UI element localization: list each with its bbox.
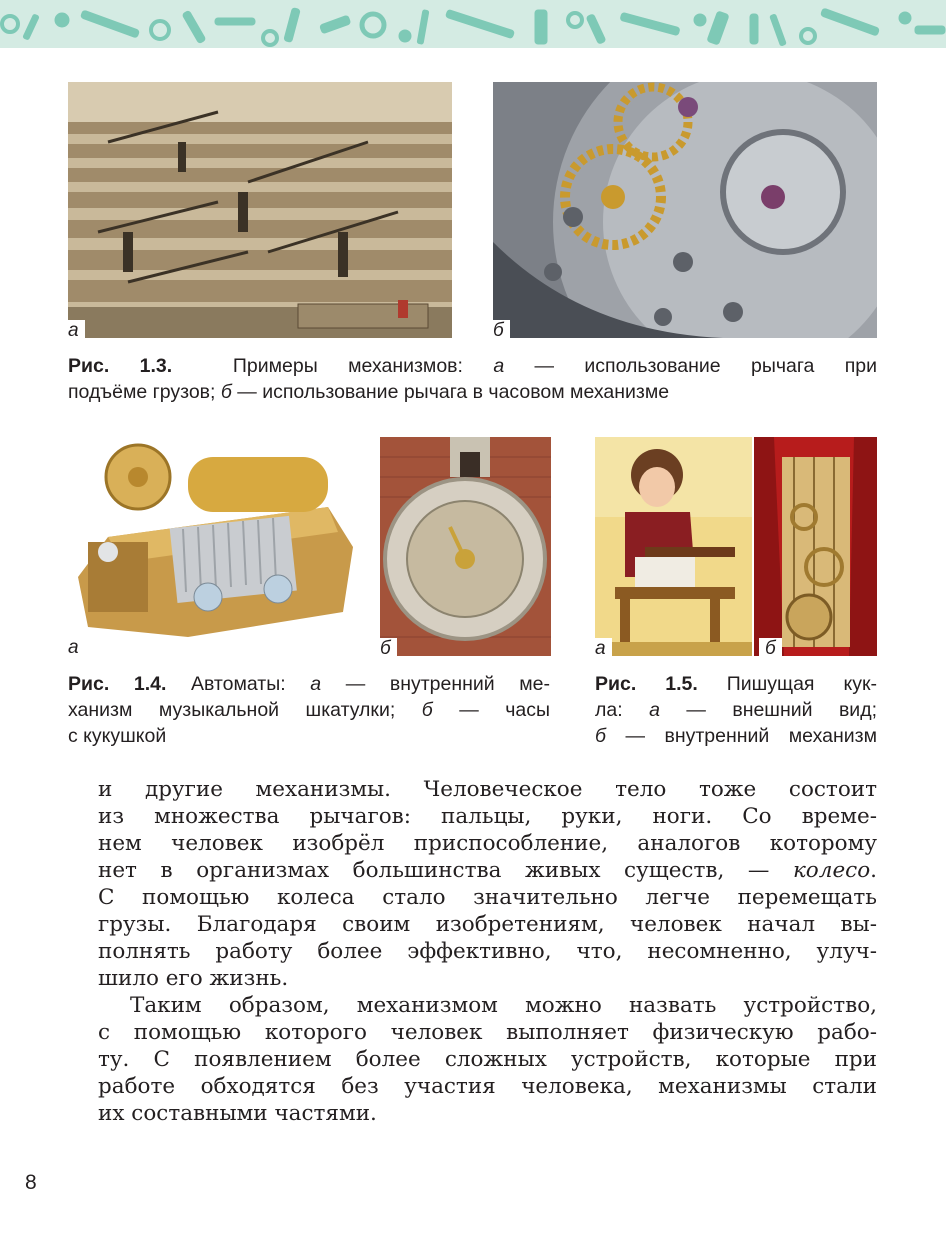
caption-label-a: а [493,355,505,377]
text-line: нем человек изобрёл приспособление, аналогов которому [98,831,877,856]
caption-label-a: а [649,699,660,721]
caption-text: — часы [432,699,550,721]
figure-1-4-caption [68,671,550,749]
figure-1-4b-cuckoo-clock-image [380,437,551,656]
figure-1-5b-label: б [759,638,782,658]
caption-label-a: а [310,673,322,695]
caption-text: с кукушкой [68,725,167,747]
caption-text: подъёме грузов; [68,381,221,403]
figure-1-5a-writing-doll-image [595,437,752,656]
caption-text: ла: [595,699,650,721]
text-line: грузы. Благодаря своим изобретениям, человек начал вы- [98,912,877,937]
text-line [98,857,877,884]
caption-title: Рис. 1.4. [68,673,167,695]
figure-1-3-caption [68,353,877,405]
paragraph-1 [98,776,877,992]
paragraph-2 [98,992,877,1127]
caption-text: — внутренний механизм [605,725,877,747]
caption-text: Пишущая кук- [697,673,877,695]
figure-1-4a-label: а [68,637,79,658]
text-line: Таким образом, механизмом можно назвать устройство, [130,993,877,1018]
text-segment: нет в организмах большинства живых существ, — [98,858,793,883]
text-line: их составными частями. [98,1101,377,1126]
main-text [98,776,877,1127]
figure-1-3a-label: а [62,320,85,340]
text-line: полнять работу более эффективно, что, несомненно, улуч- [98,939,877,964]
text-line: и другие механизмы. Человеческое тело тоже состоит [98,777,877,802]
caption-text: — использование рычага при [504,355,878,377]
figure-1-4b-label: б [374,638,397,658]
caption-text: Автоматы: [166,673,311,695]
figure-1-3a-levers-lifting-image [68,82,452,338]
term-wheel: колесо [792,858,871,883]
figure-1-5a-label: а [589,638,612,658]
caption-title: Рис. 1.5. [595,673,698,695]
caption-label-b: б [421,699,433,721]
caption-text: ханизм музыкальной шкатулки; [68,699,422,721]
caption-text: — внешний вид; [659,699,877,721]
text-line: С помощью колеса стало значительно легче перемещать [98,885,877,910]
header-tools-banner [0,0,946,54]
caption-label-b: б [595,725,606,747]
text-line: из множества рычагов: пальцы, руки, ноги. Со време- [98,804,877,829]
text-line: шило его жизнь. [98,966,289,991]
caption-text: Примеры механизмов: [232,355,494,377]
caption-text: — внутренний ме- [321,673,550,695]
figure-1-5-caption [595,671,877,749]
text-line: ту. С появлением более сложных устройств, которые при [98,1047,877,1072]
text-line: работе обходятся без участия человека, механизмы стали [98,1074,877,1099]
caption-text: — использование рычага в часовом механизме [231,381,670,403]
figure-1-5b-doll-mechanism-image [754,437,877,656]
text-segment: . [870,858,877,883]
figure-1-3b-watch-mechanism-image [493,82,877,338]
figure-1-3b-label: б [487,320,510,340]
page-number: 8 [25,1171,37,1194]
text-line: с помощью которого человек выполняет физическую рабо- [98,1020,877,1045]
caption-title: Рис. 1.3. [68,355,173,377]
caption-label-b: б [220,381,232,403]
tools-pattern-icon [0,0,946,54]
figure-1-4a-music-box-image [68,437,358,637]
